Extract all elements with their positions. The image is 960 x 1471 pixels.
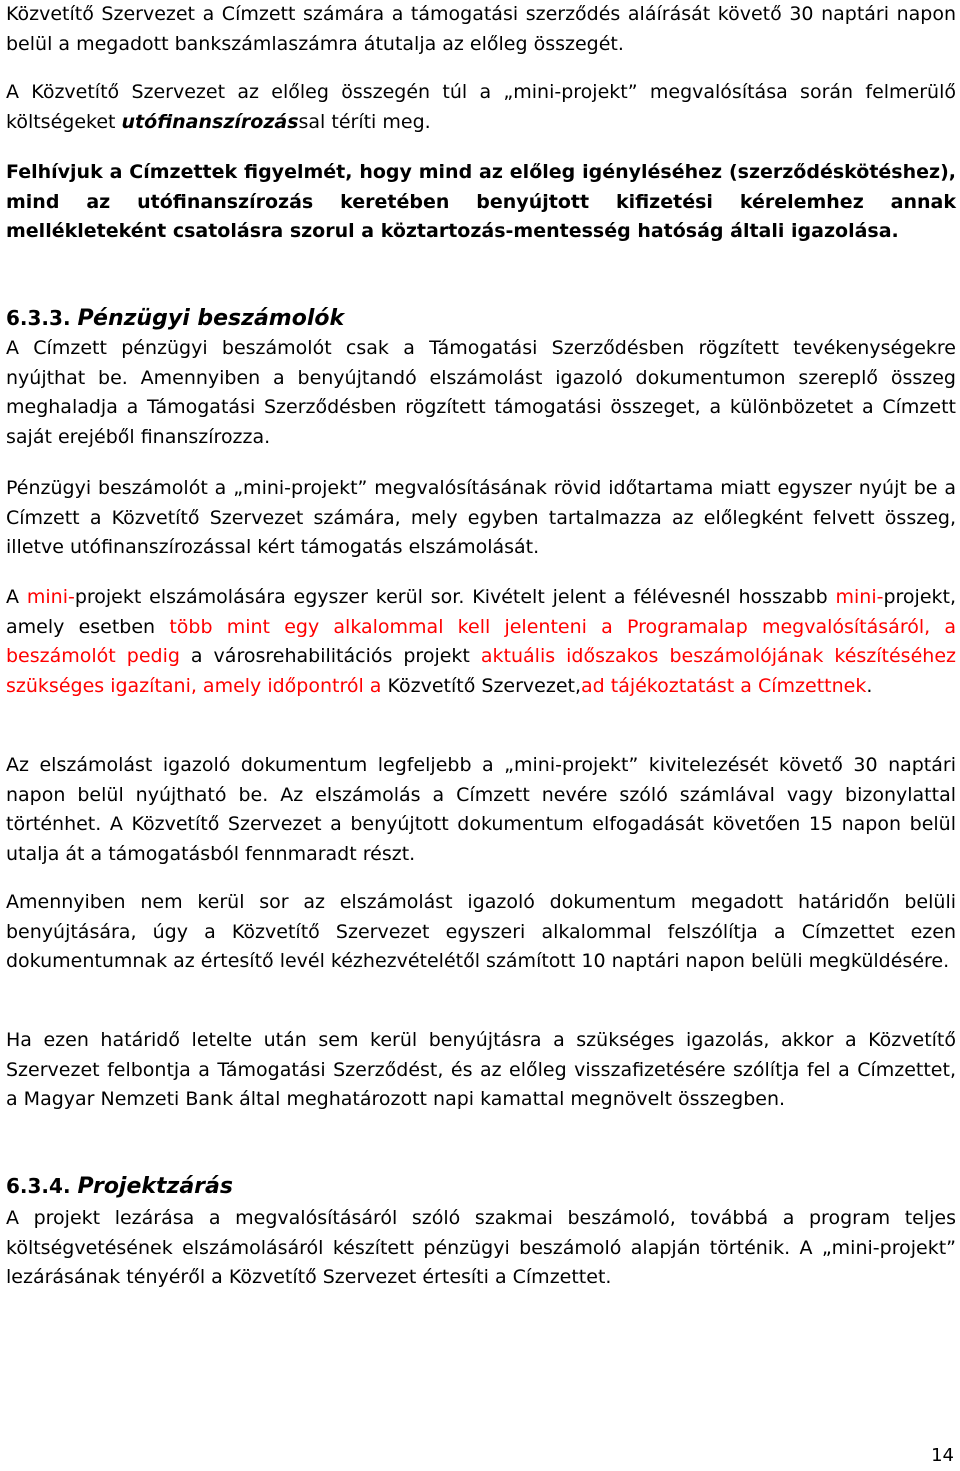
section-number: 6.3.4. [6, 1174, 71, 1198]
text-segment: A [6, 586, 27, 608]
section-number: 6.3.3. [6, 306, 71, 330]
paragraph-settlement-deadline: Az elszámolást igazoló dokumentum legfeljebb a „mini-projekt” kivitelezését követő 30 naptári napon belül nyújtható be. Az elszámolás a Címzett nevére szóló számlával vagy bizonylattal történhet. A Közvetítő Szervezet a benyújtott dokumentum elfogadását követően 15 napon belül utalja át a támogatásból fennmaradt részt. [6, 754, 956, 865]
text-segment: a városrehabilitációs projekt [179, 645, 481, 667]
highlight-segment: több mint egy alkalommal kell jelenteni a Programalap megvalósításáról, a beszámolót pedig [6, 615, 957, 667]
emphasis-post-financing: utófinanszírozás [121, 110, 299, 133]
paragraph-contract-termination: Ha ezen határidő letelte után sem kerül benyújtásra a szükséges igazolás, akkor a Közvetítő Szervezet felbontja a Támogatási Szerződést, és az előleg visszafizetésére szólítja fel a Címzettet, a Magyar Nemzeti Bank által meghatározott napi kamattal megnövelt összegben. [6, 1029, 956, 1110]
text-segment: . [866, 674, 873, 697]
text-segment: projekt elszámolására egyszer kerül sor. Kivételt jelent a félévesnél hosszabb [74, 586, 836, 608]
text-segment: Közvetítő Szervezet, [381, 674, 581, 697]
highlight-segment: mini- [26, 586, 75, 608]
section-heading-project-closure [6, 1171, 233, 1202]
paragraph-settlement-exception [6, 583, 956, 701]
paragraph-project-closure: A projekt lezárása a megvalósításáról szóló szakmai beszámoló, továbbá a program teljes költségvetésének elszámolásáról készített pénzügyi beszámoló alapján történik. A „mini-projekt” lezárásának tényéről a Közvetítő Szervezet értesíti a Címzettet. [6, 1207, 956, 1288]
section-title: Pénzügyi beszámolók [77, 306, 345, 331]
paragraph-attention-notice: Felhívjuk a Címzettek figyelmét, hogy mind az előleg igényléséhez (szerződéskötéshez), mind az utófinanszírozás keretében benyújtott kifizetési kérelemhez annak mellékleteként csatolásra szorul a köztartozás-mentesség hatóság általi igazolása. [6, 161, 956, 242]
paragraph-missing-documents: Amennyiben nem kerül sor az elszámolást igazoló dokumentum megadott határidőn belüli benyújtására, úgy a Közvetítő Szervezet egyszeri alkalommal felszólítja a Címzettet ezen dokumentumnak az értesítő levél kézhezvételétől számított 10 naptári napon belüli megküldésére. [6, 891, 956, 972]
highlight-segment: ad tájékoztatást a Címzettnek [581, 674, 867, 697]
section-title: Projektzárás [77, 1174, 233, 1199]
paragraph-financial-report-rules: A Címzett pénzügyi beszámolót csak a Támogatási Szerződésben rögzített tevékenységekre nyújthat be. Amennyiben a benyújtandó elszámolást igazoló dokumentumon szereplő összeg meghaladja a Támogatási Szerződésben rögzített támogatási összeget, a különbözetet a Címzett saját erejéből finanszírozza. [6, 337, 956, 448]
paragraph-single-report: Pénzügyi beszámolót a „mini-projekt” megvalósításának rövid időtartama miatt egyszer nyújt be a Címzett a Közvetítő Szervezet számára, mely egyben tartalmazza az előlegként felvett összeg, illetve utófinanszírozással kért támogatás elszámolását. [6, 477, 956, 558]
text-segment: projekt, amely esetben [6, 586, 957, 638]
paragraph-advance-transfer: Közvetítő Szervezet a Címzett számára a támogatási szerződés aláírását követő 30 naptári napon belül a megadott bankszámlaszámra átutalja az előleg összegét. [6, 3, 956, 55]
section-heading-financial-reports [6, 303, 344, 334]
highlight-segment: aktuális időszakos beszámolójának készítéséhez szükséges igazítani, amely időpontról a [6, 645, 956, 697]
paragraph-post-financing [6, 78, 956, 137]
text-segment: sal téríti meg. [298, 110, 431, 133]
page-number: 14 [931, 1445, 954, 1466]
text-segment: A Közvetítő Szervezet az előleg összegén túl a „mini-projekt” megvalósítása során felmerülő költségeket [6, 81, 956, 133]
highlight-segment: mini- [835, 586, 884, 608]
